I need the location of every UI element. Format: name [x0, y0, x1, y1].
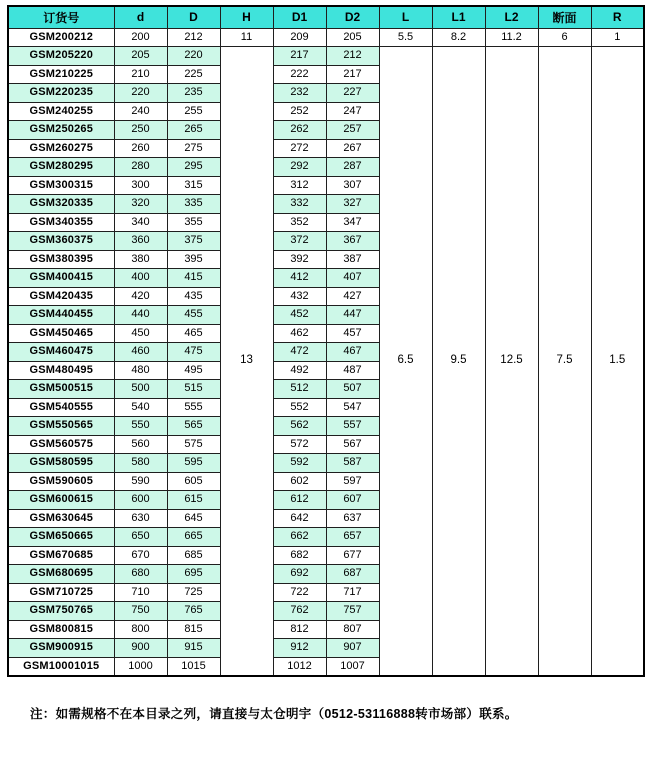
- d2-cell: 907: [326, 639, 379, 658]
- d2-cell: 757: [326, 602, 379, 621]
- d1-cell: 352: [273, 213, 326, 232]
- d1-cell: 1012: [273, 657, 326, 676]
- r-merged-cell: 1.5: [591, 47, 644, 676]
- d-upper-cell: 435: [167, 287, 220, 306]
- d1-cell: 222: [273, 65, 326, 84]
- order-code-cell: GSM450465: [8, 324, 114, 343]
- spec-table: [7, 5, 645, 677]
- header-cell-l2: L2: [485, 6, 538, 28]
- d-upper-cell: 295: [167, 158, 220, 177]
- d2-cell: 267: [326, 139, 379, 158]
- table-row: [8, 28, 644, 47]
- order-code-cell: GSM280295: [8, 158, 114, 177]
- order-code-cell: GSM540555: [8, 398, 114, 417]
- d-cell: 360: [114, 232, 167, 251]
- order-code-cell: GSM340355: [8, 213, 114, 232]
- table-body: [8, 28, 644, 676]
- d-upper-cell: 725: [167, 583, 220, 602]
- d1-cell: 262: [273, 121, 326, 140]
- d1-cell: 432: [273, 287, 326, 306]
- d-upper-cell: 335: [167, 195, 220, 214]
- d2-cell: 587: [326, 454, 379, 473]
- order-code-cell: GSM500515: [8, 380, 114, 399]
- d2-cell: 717: [326, 583, 379, 602]
- table-row: [8, 47, 644, 66]
- order-code-cell: GSM900915: [8, 639, 114, 658]
- header-cell-l: L: [379, 6, 432, 28]
- d-upper-cell: 555: [167, 398, 220, 417]
- d2-cell: 447: [326, 306, 379, 325]
- d-upper-cell: 235: [167, 84, 220, 103]
- header-cell-d: d: [114, 6, 167, 28]
- order-code-cell: GSM200212: [8, 28, 114, 47]
- d-upper-cell: 575: [167, 435, 220, 454]
- d-upper-cell: 515: [167, 380, 220, 399]
- d-cell: 200: [114, 28, 167, 47]
- d1-cell: 612: [273, 491, 326, 510]
- d2-cell: 427: [326, 287, 379, 306]
- d1-cell: 552: [273, 398, 326, 417]
- d-cell: 260: [114, 139, 167, 158]
- d-upper-cell: 685: [167, 546, 220, 565]
- order-code-cell: GSM220235: [8, 84, 114, 103]
- d-cell: 680: [114, 565, 167, 584]
- d2-cell: 347: [326, 213, 379, 232]
- d2-cell: 387: [326, 250, 379, 269]
- d-cell: 420: [114, 287, 167, 306]
- d-cell: 580: [114, 454, 167, 473]
- d-cell: 670: [114, 546, 167, 565]
- d2-cell: 247: [326, 102, 379, 121]
- d-upper-cell: 455: [167, 306, 220, 325]
- d-upper-cell: 1015: [167, 657, 220, 676]
- d-upper-cell: 615: [167, 491, 220, 510]
- d-cell: 800: [114, 620, 167, 639]
- d-upper-cell: 765: [167, 602, 220, 621]
- d-upper-cell: 255: [167, 102, 220, 121]
- d1-cell: 332: [273, 195, 326, 214]
- d-cell: 220: [114, 84, 167, 103]
- order-code-cell: GSM300315: [8, 176, 114, 195]
- order-code-cell: GSM750765: [8, 602, 114, 621]
- d-upper-cell: 375: [167, 232, 220, 251]
- order-code-cell: GSM650665: [8, 528, 114, 547]
- d-cell: 500: [114, 380, 167, 399]
- order-code-cell: GSM250265: [8, 121, 114, 140]
- d1-cell: 512: [273, 380, 326, 399]
- header-cell-l1: L1: [432, 6, 485, 28]
- d2-cell: 457: [326, 324, 379, 343]
- table-header: [8, 6, 644, 28]
- d-cell: 320: [114, 195, 167, 214]
- d-cell: 240: [114, 102, 167, 121]
- order-code-cell: GSM480495: [8, 361, 114, 380]
- d2-cell: 407: [326, 269, 379, 288]
- header-cell-r: R: [591, 6, 644, 28]
- d1-cell: 592: [273, 454, 326, 473]
- order-code-cell: GSM205220: [8, 47, 114, 66]
- header-cell-h: H: [220, 6, 273, 28]
- d2-cell: 205: [326, 28, 379, 47]
- d-upper-cell: 645: [167, 509, 220, 528]
- d-upper-cell: 605: [167, 472, 220, 491]
- d2-cell: 227: [326, 84, 379, 103]
- d-cell: 300: [114, 176, 167, 195]
- order-code-cell: GSM460475: [8, 343, 114, 362]
- d-cell: 600: [114, 491, 167, 510]
- d2-cell: 307: [326, 176, 379, 195]
- d-cell: 540: [114, 398, 167, 417]
- d-cell: 550: [114, 417, 167, 436]
- d-cell: 1000: [114, 657, 167, 676]
- d1-cell: 472: [273, 343, 326, 362]
- d1-cell: 722: [273, 583, 326, 602]
- d-cell: 400: [114, 269, 167, 288]
- order-code-cell: GSM400415: [8, 269, 114, 288]
- d-upper-cell: 275: [167, 139, 220, 158]
- header-cell-d1: D1: [273, 6, 326, 28]
- order-code-cell: GSM550565: [8, 417, 114, 436]
- order-code-cell: GSM10001015: [8, 657, 114, 676]
- d-upper-cell: 915: [167, 639, 220, 658]
- d1-cell: 642: [273, 509, 326, 528]
- d-upper-cell: 315: [167, 176, 220, 195]
- d1-cell: 462: [273, 324, 326, 343]
- d2-cell: 327: [326, 195, 379, 214]
- d-upper-cell: 355: [167, 213, 220, 232]
- d1-cell: 492: [273, 361, 326, 380]
- header-cell-section: 断面: [538, 6, 591, 28]
- d-upper-cell: 220: [167, 47, 220, 66]
- d1-cell: 372: [273, 232, 326, 251]
- d-cell: 590: [114, 472, 167, 491]
- d2-cell: 257: [326, 121, 379, 140]
- d1-cell: 912: [273, 639, 326, 658]
- footnote: 注：如需规格不在本目录之列，请直接与太仓明宇（0512-53116888转市场部）联系。: [30, 706, 518, 721]
- l1-merged-cell: 9.5: [432, 47, 485, 676]
- d1-cell: 312: [273, 176, 326, 195]
- d2-cell: 217: [326, 65, 379, 84]
- d-cell: 250: [114, 121, 167, 140]
- d2-cell: 547: [326, 398, 379, 417]
- d-cell: 630: [114, 509, 167, 528]
- d-upper-cell: 475: [167, 343, 220, 362]
- d-cell: 560: [114, 435, 167, 454]
- order-code-cell: GSM710725: [8, 583, 114, 602]
- d-upper-cell: 395: [167, 250, 220, 269]
- d1-cell: 602: [273, 472, 326, 491]
- d-upper-cell: 225: [167, 65, 220, 84]
- d1-cell: 217: [273, 47, 326, 66]
- d-cell: 480: [114, 361, 167, 380]
- d-cell: 750: [114, 602, 167, 621]
- d2-cell: 212: [326, 47, 379, 66]
- d1-cell: 292: [273, 158, 326, 177]
- d2-cell: 807: [326, 620, 379, 639]
- order-code-cell: GSM630645: [8, 509, 114, 528]
- d1-cell: 662: [273, 528, 326, 547]
- d2-cell: 597: [326, 472, 379, 491]
- d1-cell: 392: [273, 250, 326, 269]
- d-cell: 460: [114, 343, 167, 362]
- d-upper-cell: 212: [167, 28, 220, 47]
- d1-cell: 812: [273, 620, 326, 639]
- d-upper-cell: 415: [167, 269, 220, 288]
- d-upper-cell: 695: [167, 565, 220, 584]
- d1-cell: 232: [273, 84, 326, 103]
- d-upper-cell: 665: [167, 528, 220, 547]
- order-code-cell: GSM440455: [8, 306, 114, 325]
- section-merged-cell: 7.5: [538, 47, 591, 676]
- d1-cell: 692: [273, 565, 326, 584]
- order-code-cell: GSM420435: [8, 287, 114, 306]
- h-merged-cell: 13: [220, 47, 273, 676]
- header-cell-d2: D2: [326, 6, 379, 28]
- order-code-cell: GSM240255: [8, 102, 114, 121]
- r-cell: 1: [591, 28, 644, 47]
- d-cell: 900: [114, 639, 167, 658]
- d-upper-cell: 265: [167, 121, 220, 140]
- order-code-cell: GSM320335: [8, 195, 114, 214]
- d-upper-cell: 495: [167, 361, 220, 380]
- d-cell: 710: [114, 583, 167, 602]
- d-cell: 440: [114, 306, 167, 325]
- order-code-cell: GSM600615: [8, 491, 114, 510]
- d2-cell: 657: [326, 528, 379, 547]
- d-cell: 205: [114, 47, 167, 66]
- d-cell: 650: [114, 528, 167, 547]
- section-cell: 6: [538, 28, 591, 47]
- d2-cell: 287: [326, 158, 379, 177]
- d1-cell: 252: [273, 102, 326, 121]
- order-code-cell: GSM210225: [8, 65, 114, 84]
- d2-cell: 487: [326, 361, 379, 380]
- d1-cell: 412: [273, 269, 326, 288]
- d-upper-cell: 595: [167, 454, 220, 473]
- d-upper-cell: 815: [167, 620, 220, 639]
- l-cell: 5.5: [379, 28, 432, 47]
- d1-cell: 562: [273, 417, 326, 436]
- d2-cell: 507: [326, 380, 379, 399]
- d2-cell: 677: [326, 546, 379, 565]
- d2-cell: 367: [326, 232, 379, 251]
- l1-cell: 8.2: [432, 28, 485, 47]
- d1-cell: 572: [273, 435, 326, 454]
- d-upper-cell: 565: [167, 417, 220, 436]
- header-cell-d-upper: D: [167, 6, 220, 28]
- d-cell: 340: [114, 213, 167, 232]
- order-code-cell: GSM680695: [8, 565, 114, 584]
- order-code-cell: GSM380395: [8, 250, 114, 269]
- order-code-cell: GSM670685: [8, 546, 114, 565]
- order-code-cell: GSM360375: [8, 232, 114, 251]
- order-code-cell: GSM580595: [8, 454, 114, 473]
- order-code-cell: GSM560575: [8, 435, 114, 454]
- d2-cell: 607: [326, 491, 379, 510]
- d1-cell: 762: [273, 602, 326, 621]
- l-merged-cell: 6.5: [379, 47, 432, 676]
- d-upper-cell: 465: [167, 324, 220, 343]
- d-cell: 280: [114, 158, 167, 177]
- l2-cell: 11.2: [485, 28, 538, 47]
- order-code-cell: GSM590605: [8, 472, 114, 491]
- d2-cell: 687: [326, 565, 379, 584]
- catalog-page: [0, 5, 651, 776]
- order-code-cell: GSM800815: [8, 620, 114, 639]
- header-row: [8, 6, 644, 28]
- d2-cell: 1007: [326, 657, 379, 676]
- d-cell: 380: [114, 250, 167, 269]
- d-cell: 450: [114, 324, 167, 343]
- d2-cell: 467: [326, 343, 379, 362]
- header-cell-order-code: 订货号: [8, 6, 114, 28]
- d1-cell: 272: [273, 139, 326, 158]
- order-code-cell: GSM260275: [8, 139, 114, 158]
- d-cell: 210: [114, 65, 167, 84]
- d2-cell: 567: [326, 435, 379, 454]
- d2-cell: 557: [326, 417, 379, 436]
- l2-merged-cell: 12.5: [485, 47, 538, 676]
- h-cell: 11: [220, 28, 273, 47]
- d1-cell: 682: [273, 546, 326, 565]
- d1-cell: 452: [273, 306, 326, 325]
- d1-cell: 209: [273, 28, 326, 47]
- d2-cell: 637: [326, 509, 379, 528]
